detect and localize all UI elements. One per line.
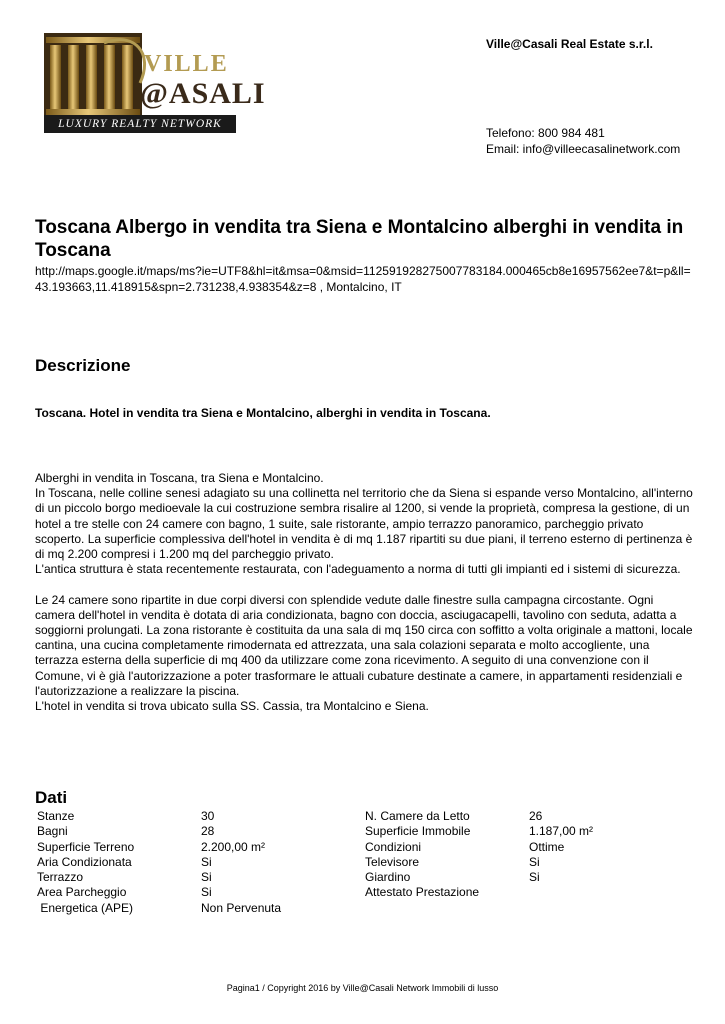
table-row bbox=[37, 824, 679, 839]
dati-value: Si bbox=[529, 870, 540, 885]
dati-label: Televisore bbox=[365, 854, 420, 869]
phone-number: Telefono: 800 984 481 bbox=[486, 126, 605, 140]
dati-label: Condizioni bbox=[365, 839, 422, 854]
dati-label: Superficie Immobile bbox=[365, 824, 471, 839]
logo-text-ville: VILLE bbox=[144, 51, 229, 77]
table-row bbox=[37, 885, 679, 900]
dati-label: Giardino bbox=[365, 870, 411, 885]
dati-label: Energetica (APE) bbox=[37, 900, 134, 915]
dati-value: 30 bbox=[201, 809, 215, 823]
logo-tagline: LUXURY REALTY NETWORK bbox=[44, 115, 236, 133]
dati-label bbox=[365, 901, 529, 916]
table-row bbox=[37, 855, 679, 870]
description-subtitle: Toscana. Hotel in vendita tra Siena e Montalcino, alberghi in vendita in Toscana. bbox=[35, 406, 491, 420]
dati-value bbox=[529, 901, 679, 916]
table-row bbox=[37, 901, 679, 916]
dati-label: Superficie Terreno bbox=[37, 839, 135, 854]
contact-info bbox=[486, 126, 680, 157]
company-name: Ville@Casali Real Estate s.r.l. bbox=[486, 37, 653, 51]
dati-value: Ottime bbox=[529, 839, 565, 854]
dati-label: Bagni bbox=[37, 824, 68, 839]
dati-value: Si bbox=[201, 854, 212, 869]
company-logo bbox=[44, 33, 266, 133]
listing-address: http://maps.google.it/maps/ms?ie=UTF8&hl=it&msa=0&msid=112591928275007783184.000465cb8e16957562ee7&t=p&ll=43.193663,11.418915&spn=2.731238,4.938354&z=8 , Montalcino, IT bbox=[35, 264, 691, 294]
dati-value: Non Pervenuta bbox=[201, 900, 282, 915]
dati-value: Si bbox=[529, 854, 540, 869]
dati-label: N. Camere da Letto bbox=[365, 809, 470, 823]
dati-heading: Dati bbox=[35, 788, 68, 807]
table-row bbox=[37, 809, 679, 824]
description-paragraph: Le 24 camere sono ripartite in due corpi diversi con splendide vedute dalle finestre sulla campagna circostante. Ogni camera dell'hotel in vendita è dotata di aria condizionata, bagno con doccia, asciugacapelli, tavolino con seduta, adatta a soggiorni prolungati. La zona ristorante è costituita da una sala di mq 150 circa con soffitto a volta originale a mattoni, locale cantina, una cucina completamente rimodernata ed attrezzata, una sala colazioni separata e molto accogliente, una terrazza esterna della superficie di mq 400 da utilizzare come zona ricevimento. A seguito di una convenzione con il Comune, vi è già l'autorizzazione a poter trasformare le attuali cubature destinate a camere, in appartamenti residenziali e l'autorizzazione a realizzare la piscina. L'hotel in vendita si trova ubicato sulla SS. Cassia, tra Montalcino e Siena. bbox=[35, 592, 693, 714]
email-address: Email: info@villeecasalinetwork.com bbox=[486, 141, 681, 156]
dati-label: Stanze bbox=[37, 809, 75, 823]
dati-value: Si bbox=[201, 885, 212, 900]
dati-value: 1.187,00 m² bbox=[529, 824, 594, 839]
dati-value: 26 bbox=[529, 809, 543, 823]
dati-table bbox=[37, 809, 679, 916]
dati-value: 2.200,00 m² bbox=[201, 839, 266, 854]
columns-icon bbox=[44, 33, 142, 115]
table-row bbox=[37, 840, 679, 855]
logo-text-casali: @ASALI bbox=[140, 77, 266, 110]
description-body bbox=[35, 471, 695, 729]
dati-label: Area Parcheggio bbox=[37, 885, 127, 900]
dati-label: Terrazzo bbox=[37, 870, 84, 885]
table-row bbox=[37, 870, 679, 885]
dati-value: 28 bbox=[201, 824, 215, 839]
page-footer: Pagina1 / Copyright 2016 by Ville@Casali Network Immobili di lusso bbox=[226, 983, 499, 993]
dati-value: Si bbox=[201, 870, 212, 885]
description-heading: Descrizione bbox=[35, 356, 131, 375]
dati-label: Aria Condizionata bbox=[37, 854, 132, 869]
dati-value bbox=[529, 885, 679, 900]
description-paragraph: Alberghi in vendita in Toscana, tra Siena e Montalcino. In Toscana, nelle colline senesi adagiato su una collinetta nel territorio che da Siena si espande verso Montalcino, all'interno di un piccolo borgo medioevale la cui costruzione sembra risalire al 1200, si vende la proprietà, compresa la gestione, di un hotel a tre stelle con 24 camere con bagno, 1 suite, sale ristorante, ampio terrazzo panoramico, parcheggio privato scoperto. La superficie complessiva dell'hotel in vendita è di mq 1.187 ripartiti su due piani, il terreno esterno di pertinenza è di mq 2.200 compresi i 1.200 mq del parcheggio privato. L'antica struttura è stata recentemente restaurata, con l'adeguamento a norma di tutti gli impianti ed i sistemi di sicurezza. bbox=[35, 471, 693, 577]
logo-graphic bbox=[44, 33, 266, 111]
dati-label: Attestato Prestazione bbox=[365, 885, 480, 900]
listing-title: Toscana Albergo in vendita tra Siena e Montalcino alberghi in vendita in Toscana bbox=[35, 217, 684, 261]
